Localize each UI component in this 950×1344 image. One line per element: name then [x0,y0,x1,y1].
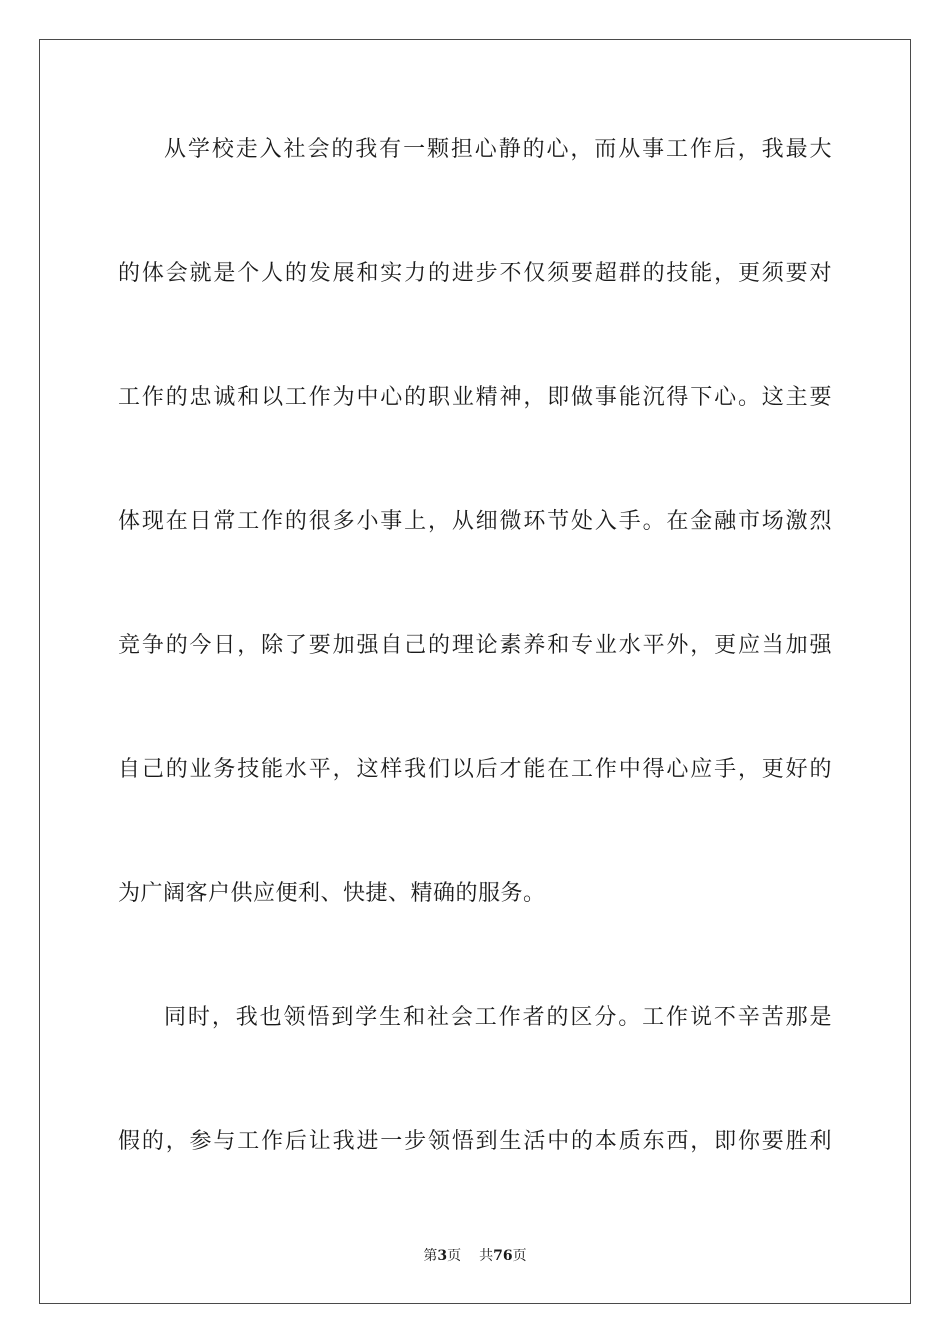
total-prefix: 共 [479,1248,494,1264]
paragraph-1-line-4: 体现在日常工作的很多小事上，从细微环节处入手。在金融市场激烈 [118,509,832,534]
total-suffix: 页 [512,1248,527,1264]
total-pages: 76 [493,1248,513,1264]
page-footer [0,1247,950,1265]
paragraph-2-line-2: 假的，参与工作后让我进一步领悟到生活中的本质东西，即你要胜利 [118,1129,832,1154]
page-frame [39,39,911,1304]
paragraph-1-line-2: 的体会就是个人的发展和实力的进步不仅须要超群的技能，更须要对 [118,261,832,286]
paragraph-1-line-6: 自己的业务技能水平，这样我们以后才能在工作中得心应手，更好的 [118,757,832,782]
page-suffix: 页 [447,1248,462,1264]
paragraph-2-line-1: 同时，我也领悟到学生和社会工作者的区分。工作说不辛苦那是 [164,1005,832,1030]
paragraph-1-line-1: 从学校走入社会的我有一颗担心静的心，而从事工作后，我最大 [164,137,832,162]
page-prefix: 第 [423,1248,438,1264]
paragraph-1-line-3: 工作的忠诚和以工作为中心的职业精神，即做事能沉得下心。这主要 [118,385,832,410]
paragraph-1-line-7: 为广阔客户供应便利、快捷、精确的服务。 [118,881,546,906]
paragraph-1-line-5: 竞争的今日，除了要加强自己的理论素养和专业水平外，更应当加强 [118,633,832,658]
page-number: 3 [437,1248,448,1264]
